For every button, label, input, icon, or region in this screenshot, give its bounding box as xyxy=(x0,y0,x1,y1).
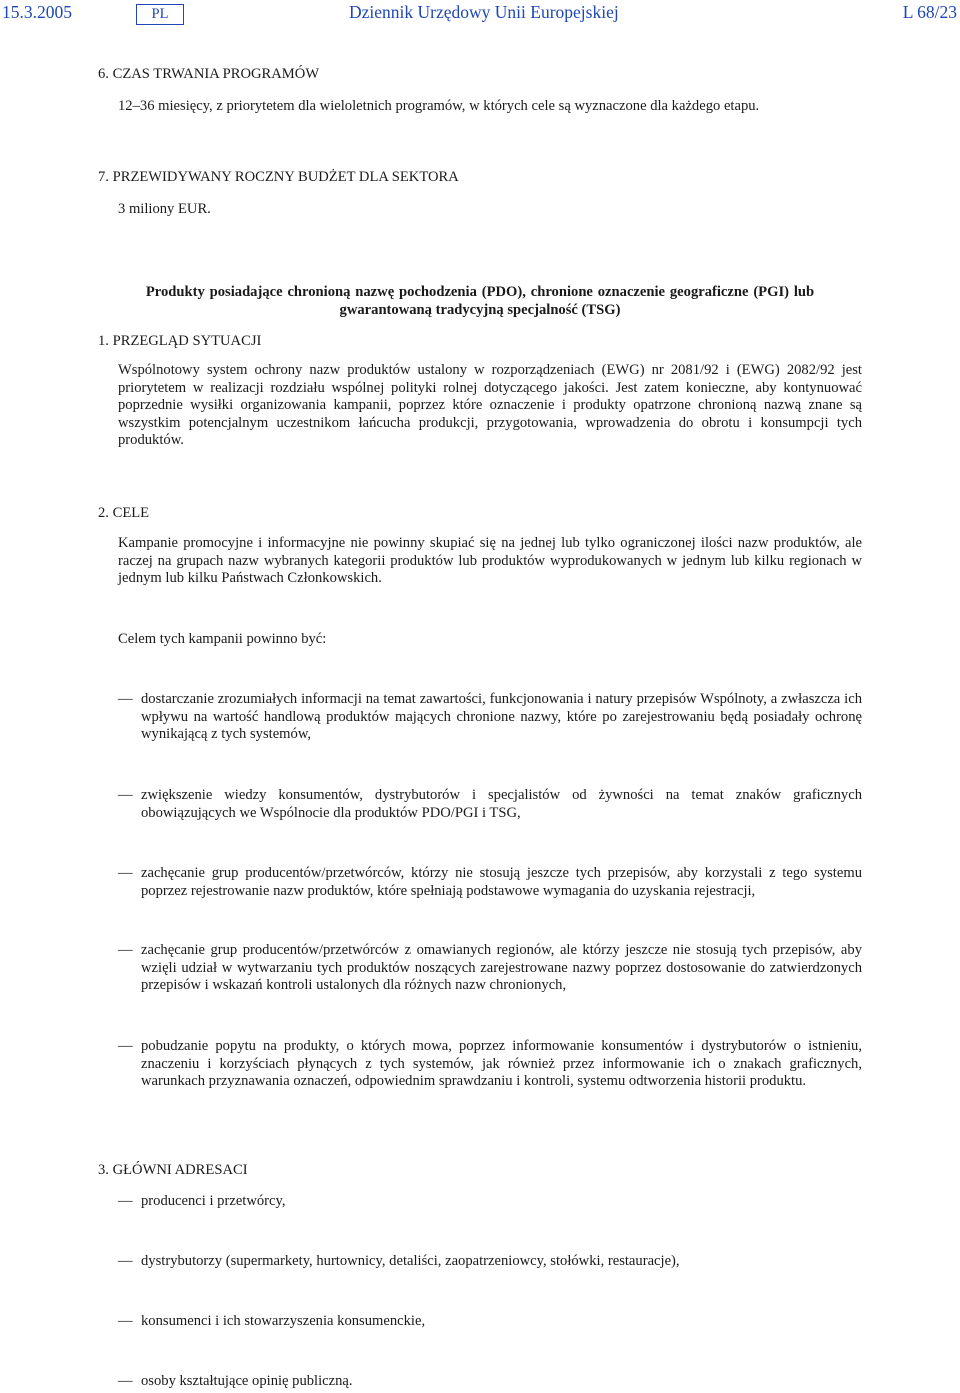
section-7-text: 3 miliony EUR. xyxy=(118,201,211,217)
dash-marker: — xyxy=(118,942,133,958)
journal-title: Dziennik Urzędowy Unii Europejskiej xyxy=(349,2,619,22)
dash-marker: — xyxy=(118,1038,133,1054)
dash-marker: — xyxy=(118,691,133,707)
goal-item-text: dostarczanie zrozumiałych informacji na temat zawartości, funkcjonowania i natury przepisów Wspólnoty, a zwłaszcza ich wpływu na wartość handlową produktów mających chronione nazwy, które po zarejestrowaniu będą posiadały ochronę wynikającą z tych systemów, xyxy=(141,691,862,742)
dash-marker: — xyxy=(118,865,133,881)
goal-item-text: zachęcanie grup producentów/przetwórców, którzy nie stosują jeszcze tych przepisów, aby korzystali z tego systemu poprzez rejestrowanie nazw produktów, które spełniają podstawowe wymagania do uzyskania rejestracji, xyxy=(141,865,862,899)
goal-item-text: pobudzanie popytu na produkty, o których mowa, poprzez informowanie konsumentów i dystrybutorów o istnieniu, znaczeniu i korzyściach płynących z tych systemów, jak również przez informowanie ich o znakach graficznych, warunkach przyznawania oznaczeń, odpowiednim sprawdzaniu i kontroli, systemu odtworzenia historii produktu. xyxy=(141,1038,862,1089)
goals-text: Kampanie promocyjne i informacyjne nie powinny skupiać się na jednej lub tylko ograniczonej ilości nazw produktów, ale raczej na grupach nazw wybranych kategorii produktów lub produktów wyprodukowanych w jednym lub kilku regionach w jednym lub kilku Państwach Członkowskich. xyxy=(118,535,862,586)
publication-date: 15.3.2005 xyxy=(2,2,72,22)
goals-heading: 2. CELE xyxy=(98,505,150,521)
section-7-heading: 7. PRZEWIDYWANY ROCZNY BUDŻET DLA SEKTORA xyxy=(98,169,459,185)
audience-heading: 3. GŁÓWNI ADRESACI xyxy=(98,1162,248,1178)
product-title-line2: gwarantowaną tradycyjną specjalność (TSG) xyxy=(339,302,621,318)
overview-text: Wspólnotowy system ochrony nazw produktów ustalony w rozporządzeniach (EWG) nr 2081/92 i (EWG) 2082/92 jest priorytetem w realizacji rozdziału wspólnej polityki rolnej dotyczącego jakości. Jest zatem konieczne, aby kontynuować poprzednie wysiłki organizowania kampanii, poprzez które oznaczenie i produkty opatrzone chronioną nazwą znane są wszystkim potencjalnym uczestnikom łańcucha produkcji, przygotowania, wprowadzenia do obrotu i konsumpcji tych produktów. xyxy=(118,362,862,448)
audience-item-text: producenci i przetwórcy, xyxy=(141,1193,286,1209)
page-header xyxy=(0,4,960,26)
dash-marker: — xyxy=(118,1253,133,1269)
dash-marker: — xyxy=(118,787,133,803)
audience-item-text: osoby kształtujące opinię publiczną. xyxy=(141,1373,353,1389)
goal-item-text: zwiększenie wiedzy konsumentów, dystrybutorów i specjalistów od żywności na temat znaków graficznych obowiązujących we Wspólnocie dla produktów PDO/PGI i TSG, xyxy=(141,787,862,821)
goal-item-text: zachęcanie grup producentów/przetwórców z omawianych regionów, ale którzy jeszcze nie stosują tych przepisów, aby wzięli udział w wytwarzaniu tych produktów noszących zarejestrowane nazwy poprzez dostosowanie do zatwierdzonych przepisów i wskazań kontroli ustalonych dla różnych nazw chronionych, xyxy=(141,942,862,993)
language-badge: PL xyxy=(136,4,184,25)
overview-heading: 1. PRZEGLĄD SYTUACJI xyxy=(98,333,262,349)
page-reference: L 68/23 xyxy=(902,2,957,22)
audience-item-text: dystrybutorzy (supermarkety, hurtownicy, detaliści, zaopatrzeniowcy, stołówki, restauracje), xyxy=(141,1253,680,1269)
audience-item-text: konsumenci i ich stowarzyszenia konsumenckie, xyxy=(141,1313,426,1329)
dash-marker: — xyxy=(118,1313,133,1329)
dash-marker: — xyxy=(118,1193,133,1209)
product-title-line1: Produkty posiadające chronioną nazwę pochodzenia (PDO), chronione oznaczenie geograficzne (PGI) lub xyxy=(145,284,815,300)
dash-marker: — xyxy=(118,1373,133,1389)
section-6-text: 12–36 miesięcy, z priorytetem dla wieloletnich programów, w których cele są wyznaczone dla każdego etapu. xyxy=(118,98,760,114)
section-6-heading: 6. CZAS TRWANIA PROGRAMÓW xyxy=(98,66,320,82)
goals-intro: Celem tych kampanii powinno być: xyxy=(118,631,327,647)
